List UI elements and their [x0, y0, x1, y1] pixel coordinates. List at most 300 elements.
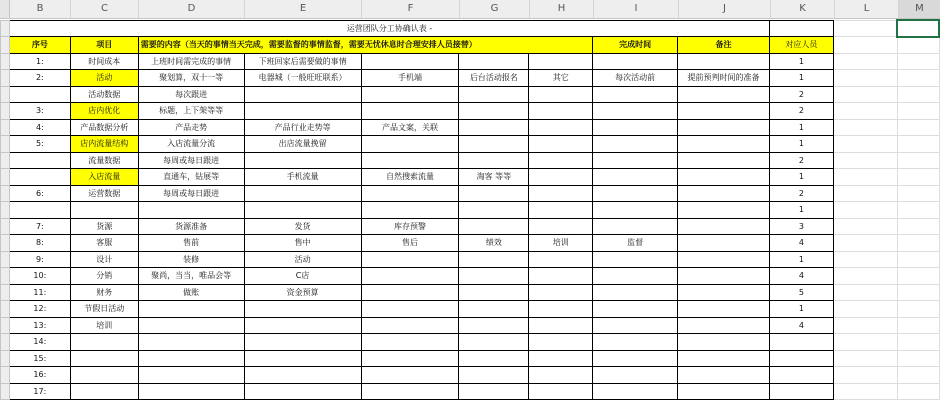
- cell-h[interactable]: [529, 169, 593, 186]
- cell-k[interactable]: 2: [769, 152, 833, 169]
- cell-seq[interactable]: 10:: [9, 268, 70, 285]
- select-all-corner[interactable]: [0, 0, 10, 18]
- cell[interactable]: [897, 169, 939, 186]
- cell-f[interactable]: [361, 86, 459, 103]
- cell-f[interactable]: [361, 202, 459, 219]
- cell-f[interactable]: [361, 317, 459, 334]
- cell-h[interactable]: [529, 136, 593, 153]
- cell-e[interactable]: [244, 301, 361, 318]
- cell-h[interactable]: [529, 251, 593, 268]
- cell-f[interactable]: 售后: [361, 235, 459, 252]
- cell-h[interactable]: [529, 350, 593, 367]
- cell-k[interactable]: 1: [769, 301, 833, 318]
- cell-g[interactable]: [459, 119, 529, 136]
- cell-f[interactable]: [361, 334, 459, 351]
- cell-i[interactable]: [593, 218, 678, 235]
- cell-j[interactable]: [678, 383, 770, 400]
- cell[interactable]: [833, 334, 897, 351]
- cell-e[interactable]: [244, 367, 361, 384]
- cell-h[interactable]: [529, 103, 593, 120]
- cell-seq[interactable]: 14:: [9, 334, 70, 351]
- header-person[interactable]: 对应人员: [769, 37, 833, 54]
- cell-k[interactable]: 2: [769, 86, 833, 103]
- cell[interactable]: [897, 284, 939, 301]
- cell[interactable]: [897, 136, 939, 153]
- cell-d[interactable]: 聚尚，当当，唯品会等: [138, 268, 244, 285]
- cell[interactable]: [897, 251, 939, 268]
- cell-d[interactable]: 聚划算，双十一等: [138, 70, 244, 87]
- cell-g[interactable]: [459, 383, 529, 400]
- cell[interactable]: [833, 251, 897, 268]
- cell-g[interactable]: [459, 202, 529, 219]
- cell-f[interactable]: [361, 350, 459, 367]
- cell-g[interactable]: [459, 136, 529, 153]
- cell-item[interactable]: 活动数据: [70, 86, 138, 103]
- row-number[interactable]: [1, 235, 10, 252]
- cell-k[interactable]: 4: [769, 268, 833, 285]
- cell-seq[interactable]: 2:: [9, 70, 70, 87]
- cell-g[interactable]: [459, 86, 529, 103]
- row-number[interactable]: [1, 367, 10, 384]
- cell-item[interactable]: 店内优化: [70, 103, 138, 120]
- cell[interactable]: [833, 86, 897, 103]
- cell-seq[interactable]: 6:: [9, 185, 70, 202]
- cell[interactable]: [897, 350, 939, 367]
- cell-e[interactable]: 发货: [244, 218, 361, 235]
- cell-j[interactable]: [678, 367, 770, 384]
- cell-k[interactable]: 1: [769, 53, 833, 70]
- cell-seq[interactable]: 4:: [9, 119, 70, 136]
- cell-seq[interactable]: 15:: [9, 350, 70, 367]
- cell-item[interactable]: 流量数据: [70, 152, 138, 169]
- cell[interactable]: [897, 70, 939, 87]
- cell-d[interactable]: 做账: [138, 284, 244, 301]
- cell-g[interactable]: [459, 218, 529, 235]
- row-number[interactable]: [1, 70, 10, 87]
- cell-g[interactable]: [459, 350, 529, 367]
- cell[interactable]: [833, 284, 897, 301]
- row-number[interactable]: [1, 218, 10, 235]
- cell-d[interactable]: 每周或每日跟进: [138, 152, 244, 169]
- cell-d[interactable]: [138, 367, 244, 384]
- cell-d[interactable]: [138, 301, 244, 318]
- cell-e[interactable]: 活动: [244, 251, 361, 268]
- cell[interactable]: [897, 152, 939, 169]
- cell-k[interactable]: 1: [769, 70, 833, 87]
- cell[interactable]: [897, 317, 939, 334]
- cell[interactable]: [833, 218, 897, 235]
- cell-k[interactable]: 2: [769, 103, 833, 120]
- cell-h[interactable]: [529, 53, 593, 70]
- cell-j[interactable]: [678, 268, 770, 285]
- cell-j[interactable]: [678, 136, 770, 153]
- cell-e[interactable]: [244, 103, 361, 120]
- cell-e[interactable]: [244, 317, 361, 334]
- cell-f[interactable]: [361, 284, 459, 301]
- cell-f[interactable]: [361, 152, 459, 169]
- cell-seq[interactable]: [9, 202, 70, 219]
- cell-j[interactable]: [678, 350, 770, 367]
- cell-seq[interactable]: [9, 169, 70, 186]
- cell[interactable]: [833, 169, 897, 186]
- cell-k[interactable]: 1: [769, 119, 833, 136]
- cell-f[interactable]: [361, 367, 459, 384]
- row-number[interactable]: [1, 284, 10, 301]
- cell-item[interactable]: 财务: [70, 284, 138, 301]
- cell-e[interactable]: [244, 86, 361, 103]
- cell-item[interactable]: 分销: [70, 268, 138, 285]
- selected-cell[interactable]: [897, 20, 939, 37]
- cell-seq[interactable]: 17:: [9, 383, 70, 400]
- column-header-l[interactable]: L: [835, 0, 899, 18]
- cell-item[interactable]: [70, 202, 138, 219]
- cell-e[interactable]: 售中: [244, 235, 361, 252]
- cell-g[interactable]: [459, 367, 529, 384]
- row-number[interactable]: [1, 202, 10, 219]
- cell-i[interactable]: 每次活动前: [593, 70, 678, 87]
- cell-seq[interactable]: 1:: [9, 53, 70, 70]
- cell-i[interactable]: [593, 251, 678, 268]
- sheet-title[interactable]: 运营团队分工协确认表 -: [9, 20, 769, 37]
- cell-j[interactable]: [678, 235, 770, 252]
- cell-d[interactable]: [138, 383, 244, 400]
- cell-g[interactable]: [459, 317, 529, 334]
- row-number[interactable]: [1, 37, 10, 54]
- cell-g[interactable]: [459, 301, 529, 318]
- cell[interactable]: [897, 103, 939, 120]
- cell-g[interactable]: 绩效: [459, 235, 529, 252]
- cell-h[interactable]: [529, 301, 593, 318]
- header-content[interactable]: 需要的内容（当天的事情当天完成，需要监督的事情监督，需要无忧休息时合理安排人员接替）: [138, 37, 592, 54]
- cell[interactable]: [833, 317, 897, 334]
- cell-h[interactable]: [529, 268, 593, 285]
- cell-g[interactable]: [459, 103, 529, 120]
- row-number[interactable]: [1, 20, 10, 37]
- cell[interactable]: [833, 20, 897, 37]
- cell-j[interactable]: 提前预判时间的准备: [678, 70, 770, 87]
- cell-item[interactable]: 产品数据分析: [70, 119, 138, 136]
- column-header-f[interactable]: F: [362, 0, 460, 18]
- cell-e[interactable]: C店: [244, 268, 361, 285]
- cell[interactable]: [897, 119, 939, 136]
- cell-f[interactable]: 产品文案，关联: [361, 119, 459, 136]
- cell-i[interactable]: 监督: [593, 235, 678, 252]
- cell-i[interactable]: [593, 383, 678, 400]
- cell-i[interactable]: [593, 53, 678, 70]
- cell-item[interactable]: 节假日活动: [70, 301, 138, 318]
- header-remark[interactable]: 备注: [678, 37, 770, 54]
- cell-seq[interactable]: 9:: [9, 251, 70, 268]
- row-number[interactable]: [1, 317, 10, 334]
- cell-i[interactable]: [593, 284, 678, 301]
- cell-j[interactable]: [678, 218, 770, 235]
- row-number[interactable]: [1, 86, 10, 103]
- cell[interactable]: [769, 20, 833, 37]
- row-number[interactable]: [1, 383, 10, 400]
- cell-seq[interactable]: 13:: [9, 317, 70, 334]
- cell-item[interactable]: [70, 334, 138, 351]
- cell[interactable]: [833, 119, 897, 136]
- cell-j[interactable]: [678, 169, 770, 186]
- cell-k[interactable]: [769, 334, 833, 351]
- cell[interactable]: [897, 202, 939, 219]
- cell-g[interactable]: [459, 284, 529, 301]
- cell-seq[interactable]: 16:: [9, 367, 70, 384]
- cell-h[interactable]: [529, 317, 593, 334]
- cell-item[interactable]: 入店流量: [70, 169, 138, 186]
- cell-h[interactable]: [529, 86, 593, 103]
- cell-k[interactable]: 5: [769, 284, 833, 301]
- cell-e[interactable]: 下班回家后需要做的事情: [244, 53, 361, 70]
- cell-item[interactable]: [70, 367, 138, 384]
- cell[interactable]: [833, 185, 897, 202]
- cell-f[interactable]: [361, 136, 459, 153]
- column-header-i[interactable]: I: [594, 0, 679, 18]
- cell-seq[interactable]: [9, 86, 70, 103]
- cell-h[interactable]: [529, 334, 593, 351]
- cell-k[interactable]: [769, 383, 833, 400]
- cell-item[interactable]: 时间成本: [70, 53, 138, 70]
- cell-i[interactable]: [593, 86, 678, 103]
- cell-j[interactable]: [678, 202, 770, 219]
- cell[interactable]: [897, 53, 939, 70]
- cell[interactable]: [897, 37, 939, 54]
- row-number[interactable]: [1, 53, 10, 70]
- row-number[interactable]: [1, 152, 10, 169]
- cell-seq[interactable]: 8:: [9, 235, 70, 252]
- cell-k[interactable]: 3: [769, 218, 833, 235]
- cell[interactable]: [833, 37, 897, 54]
- row-number[interactable]: [1, 169, 10, 186]
- cell-d[interactable]: [138, 317, 244, 334]
- cell-i[interactable]: [593, 103, 678, 120]
- cell-i[interactable]: [593, 185, 678, 202]
- spreadsheet-grid[interactable]: [0, 19, 940, 400]
- cell-d[interactable]: 每周或每日跟进: [138, 185, 244, 202]
- row-number[interactable]: [1, 136, 10, 153]
- cell-f[interactable]: [361, 383, 459, 400]
- cell[interactable]: [833, 70, 897, 87]
- column-header-g[interactable]: G: [460, 0, 530, 18]
- cell-f[interactable]: 库存预警: [361, 218, 459, 235]
- cell-item[interactable]: [70, 350, 138, 367]
- cell-item[interactable]: 客服: [70, 235, 138, 252]
- cell-i[interactable]: [593, 334, 678, 351]
- cell[interactable]: [897, 235, 939, 252]
- cell-h[interactable]: [529, 284, 593, 301]
- cell-f[interactable]: 自然搜索流量: [361, 169, 459, 186]
- column-header-k[interactable]: K: [771, 0, 835, 18]
- cell-d[interactable]: [138, 350, 244, 367]
- row-number[interactable]: [1, 185, 10, 202]
- cell-j[interactable]: [678, 334, 770, 351]
- cell-i[interactable]: [593, 136, 678, 153]
- cell-item[interactable]: 货源: [70, 218, 138, 235]
- cell-d[interactable]: 上班时间需完成的事情: [138, 53, 244, 70]
- cell-d[interactable]: [138, 334, 244, 351]
- cell-i[interactable]: [593, 301, 678, 318]
- cell-h[interactable]: 其它: [529, 70, 593, 87]
- cell[interactable]: [897, 367, 939, 384]
- cell-h[interactable]: [529, 185, 593, 202]
- cell-i[interactable]: [593, 350, 678, 367]
- cell-g[interactable]: [459, 152, 529, 169]
- cell-e[interactable]: [244, 152, 361, 169]
- cell-e[interactable]: [244, 185, 361, 202]
- cell-seq[interactable]: 7:: [9, 218, 70, 235]
- cell-h[interactable]: [529, 119, 593, 136]
- cell-i[interactable]: [593, 268, 678, 285]
- cell-k[interactable]: 4: [769, 235, 833, 252]
- row-number[interactable]: [1, 301, 10, 318]
- cell-h[interactable]: [529, 383, 593, 400]
- cell-i[interactable]: [593, 152, 678, 169]
- cell-g[interactable]: [459, 334, 529, 351]
- row-number[interactable]: [1, 251, 10, 268]
- cell-i[interactable]: [593, 202, 678, 219]
- cell-item[interactable]: 设计: [70, 251, 138, 268]
- cell-e[interactable]: 手机流量: [244, 169, 361, 186]
- cell[interactable]: [833, 136, 897, 153]
- cell-j[interactable]: [678, 53, 770, 70]
- cell-g[interactable]: 后台活动报名: [459, 70, 529, 87]
- cell-d[interactable]: [138, 202, 244, 219]
- cell-k[interactable]: 1: [769, 202, 833, 219]
- cell-j[interactable]: [678, 317, 770, 334]
- cell-h[interactable]: [529, 202, 593, 219]
- cell-e[interactable]: 电器城（一般旺旺联系）: [244, 70, 361, 87]
- cell-item[interactable]: 活动: [70, 70, 138, 87]
- cell-d[interactable]: 货源准备: [138, 218, 244, 235]
- cell[interactable]: [897, 218, 939, 235]
- cell-e[interactable]: 出店流量挽留: [244, 136, 361, 153]
- cell-j[interactable]: [678, 86, 770, 103]
- cell-f[interactable]: [361, 53, 459, 70]
- cell-h[interactable]: [529, 367, 593, 384]
- cell[interactable]: [833, 235, 897, 252]
- cell-j[interactable]: [678, 251, 770, 268]
- column-header-e[interactable]: E: [245, 0, 362, 18]
- cell-f[interactable]: [361, 251, 459, 268]
- cell[interactable]: [897, 383, 939, 400]
- cell-i[interactable]: [593, 317, 678, 334]
- cell[interactable]: [897, 86, 939, 103]
- column-header-b[interactable]: B: [10, 0, 71, 18]
- cell-k[interactable]: [769, 367, 833, 384]
- column-header-h[interactable]: H: [530, 0, 594, 18]
- cell-g[interactable]: 淘客 等等: [459, 169, 529, 186]
- row-number[interactable]: [1, 268, 10, 285]
- row-number[interactable]: [1, 350, 10, 367]
- cell-d[interactable]: 装修: [138, 251, 244, 268]
- cell[interactable]: [833, 103, 897, 120]
- cell-g[interactable]: [459, 53, 529, 70]
- cell-d[interactable]: 售前: [138, 235, 244, 252]
- cell-d[interactable]: 产品走势: [138, 119, 244, 136]
- cell-e[interactable]: 产品行业走势等: [244, 119, 361, 136]
- cell-g[interactable]: [459, 268, 529, 285]
- cell-j[interactable]: [678, 284, 770, 301]
- header-item[interactable]: 项目: [70, 37, 138, 54]
- cell-e[interactable]: [244, 202, 361, 219]
- row-number[interactable]: [1, 103, 10, 120]
- cell-e[interactable]: [244, 334, 361, 351]
- cell-g[interactable]: [459, 185, 529, 202]
- cell[interactable]: [833, 202, 897, 219]
- cell-j[interactable]: [678, 103, 770, 120]
- cell[interactable]: [833, 367, 897, 384]
- cell[interactable]: [833, 301, 897, 318]
- cell-f[interactable]: [361, 301, 459, 318]
- cell-k[interactable]: [769, 350, 833, 367]
- cell-h[interactable]: [529, 152, 593, 169]
- column-header-c[interactable]: C: [71, 0, 139, 18]
- row-number[interactable]: [1, 334, 10, 351]
- cell[interactable]: [833, 152, 897, 169]
- cell[interactable]: [897, 268, 939, 285]
- header-seq[interactable]: 序号: [9, 37, 70, 54]
- cell-f[interactable]: [361, 185, 459, 202]
- row-number[interactable]: [1, 119, 10, 136]
- cell-e[interactable]: [244, 383, 361, 400]
- cell-k[interactable]: 1: [769, 169, 833, 186]
- cell-j[interactable]: [678, 119, 770, 136]
- cell-f[interactable]: [361, 103, 459, 120]
- column-header-m[interactable]: M: [899, 0, 940, 18]
- cell[interactable]: [897, 301, 939, 318]
- cell-seq[interactable]: 11:: [9, 284, 70, 301]
- cell-d[interactable]: 入店流量分流: [138, 136, 244, 153]
- cell-item[interactable]: 店内流量结构: [70, 136, 138, 153]
- cell-item[interactable]: 运营数据: [70, 185, 138, 202]
- cell[interactable]: [897, 334, 939, 351]
- cell-g[interactable]: [459, 251, 529, 268]
- cell[interactable]: [833, 383, 897, 400]
- cell-item[interactable]: [70, 383, 138, 400]
- cell-h[interactable]: [529, 218, 593, 235]
- cell[interactable]: [897, 185, 939, 202]
- cell-f[interactable]: [361, 268, 459, 285]
- cell-k[interactable]: 1: [769, 136, 833, 153]
- column-header-j[interactable]: J: [679, 0, 771, 18]
- cell-item[interactable]: 培训: [70, 317, 138, 334]
- cell-j[interactable]: [678, 185, 770, 202]
- cell-k[interactable]: 1: [769, 251, 833, 268]
- cell-j[interactable]: [678, 301, 770, 318]
- cell-e[interactable]: 资金预算: [244, 284, 361, 301]
- cell-seq[interactable]: 3:: [9, 103, 70, 120]
- cell-i[interactable]: [593, 169, 678, 186]
- cell-f[interactable]: 手机端: [361, 70, 459, 87]
- cell-h[interactable]: 培训: [529, 235, 593, 252]
- cell-e[interactable]: [244, 350, 361, 367]
- cell-j[interactable]: [678, 152, 770, 169]
- cell-seq[interactable]: [9, 152, 70, 169]
- cell-seq[interactable]: 5:: [9, 136, 70, 153]
- cell[interactable]: [833, 53, 897, 70]
- cell-d[interactable]: 每次跟进: [138, 86, 244, 103]
- cell-d[interactable]: 标题，上下架等等: [138, 103, 244, 120]
- cell[interactable]: [833, 350, 897, 367]
- cell[interactable]: [833, 268, 897, 285]
- cell-i[interactable]: [593, 367, 678, 384]
- cell-k[interactable]: 4: [769, 317, 833, 334]
- cell-i[interactable]: [593, 119, 678, 136]
- cell-k[interactable]: 2: [769, 185, 833, 202]
- header-finish-time[interactable]: 完成时间: [593, 37, 678, 54]
- cell-seq[interactable]: 12:: [9, 301, 70, 318]
- column-header-d[interactable]: D: [139, 0, 245, 18]
